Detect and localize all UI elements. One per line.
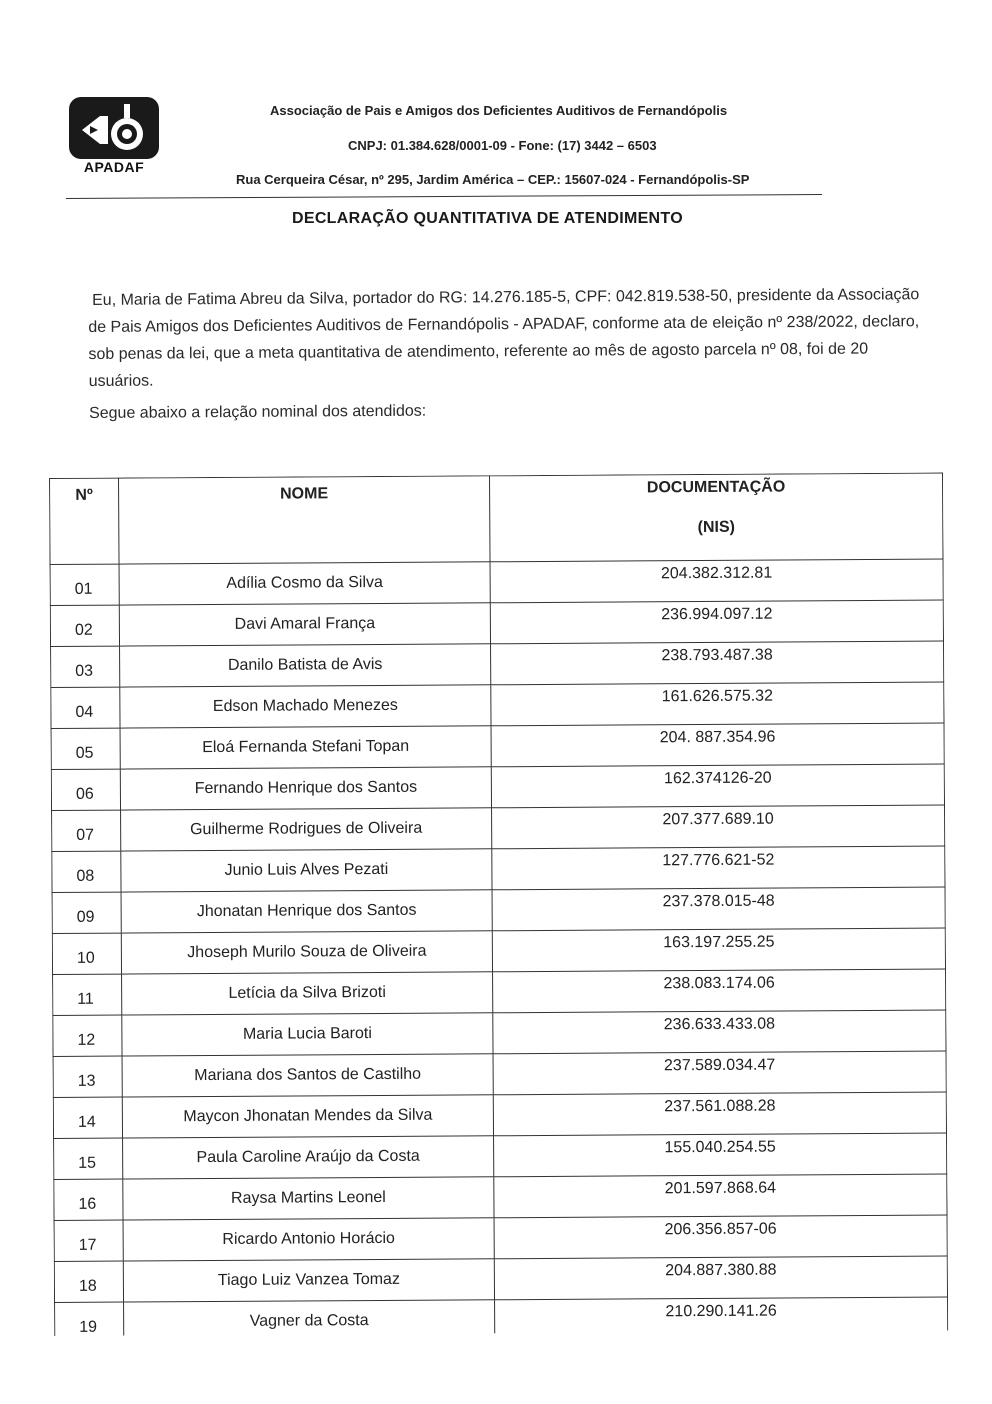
row-nis: 204.887.380.88 (494, 1256, 947, 1300)
apadaf-logo (68, 96, 160, 176)
ear-logo-icon (68, 96, 160, 160)
row-number: 04 (51, 687, 120, 728)
row-name: Letícia da Silva Brizoti (122, 972, 493, 1015)
row-name: Ricardo Antonio Horácio (123, 1218, 494, 1261)
table-row (52, 928, 945, 974)
row-number: 10 (52, 933, 121, 974)
row-nis: 206.356.857-06 (494, 1215, 947, 1259)
column-header-number: Nº (50, 478, 120, 564)
row-name: Paula Caroline Araújo da Costa (123, 1136, 494, 1179)
attendees-table (49, 473, 948, 1336)
table-row (53, 1051, 946, 1097)
table-row (54, 1133, 947, 1179)
row-number: 09 (52, 892, 121, 933)
row-name: Raysa Martins Leonel (123, 1177, 494, 1220)
column-header-documentation (489, 473, 943, 562)
organization-name: Associação de Pais e Amigos dos Deficientes Auditivos de Fernandópolis (270, 103, 728, 118)
row-nis: 163.197.255.25 (492, 928, 945, 972)
table-row (51, 723, 944, 769)
column-header-name: NOME (119, 476, 491, 564)
table-row (51, 764, 944, 810)
row-name: Junio Luis Alves Pezati (121, 849, 492, 892)
row-number: 01 (50, 564, 119, 605)
column-header-doc-sub: (NIS) (697, 518, 736, 537)
table-row (50, 559, 943, 605)
row-nis: 204. 887.354.96 (491, 723, 944, 767)
table-header-row (50, 473, 944, 564)
row-nis: 237.561.088.28 (493, 1092, 946, 1136)
row-nis: 236.994.097.12 (490, 600, 943, 644)
row-name: Davi Amaral França (119, 603, 490, 646)
row-name: Adília Cosmo da Silva (119, 562, 490, 605)
row-number: 16 (54, 1179, 123, 1220)
row-number: 06 (51, 769, 120, 810)
row-number: 17 (54, 1220, 123, 1261)
row-number: 08 (52, 851, 121, 892)
row-nis: 236.633.433.08 (493, 1010, 946, 1054)
table-row (55, 1297, 948, 1336)
declaration-paragraph: Eu, Maria de Fatima Abreu da Silva, portador do RG: 14.276.185-5, CPF: 042.819.538-50, presidente da Associação de Pais Amigos dos Deficientes Auditivos de Fernandópolis - APADAF, conforme ata de eleição nº 238/2022, declaro, sob penas da lei, que a meta quantitativa de atendimento, referente ao mês de agosto parcela nº 08, foi de 20 usuários. (88, 286, 920, 390)
table-row (53, 1092, 946, 1138)
row-nis: 127.776.621-52 (492, 846, 945, 890)
table-row (54, 1215, 947, 1261)
row-nis: 237.589.034.47 (493, 1051, 946, 1095)
row-nis: 210.290.141.26 (495, 1297, 948, 1336)
row-nis: 238.083.174.06 (493, 969, 946, 1013)
table-row (50, 600, 943, 646)
row-nis: 162.374126-20 (491, 764, 944, 808)
row-number: 05 (51, 728, 120, 769)
row-nis: 207.377.689.10 (492, 805, 945, 849)
row-nis: 161.626.575.32 (491, 682, 944, 726)
row-name: Maycon Jhonatan Mendes da Silva (122, 1095, 493, 1138)
row-nis: 238.793.487.38 (491, 641, 944, 685)
cnpj-phone-line: CNPJ: 01.384.628/0001-09 - Fone: (17) 3442 – 6503 (348, 138, 657, 153)
row-name: Guilherme Rodrigues de Oliveira (121, 808, 492, 851)
row-number: 13 (53, 1056, 122, 1097)
table-row (51, 641, 944, 687)
table-row (54, 1256, 947, 1302)
table-row (52, 887, 945, 933)
logo-text: APADAF (83, 159, 145, 175)
row-name: Danilo Batista de Avis (120, 644, 491, 687)
address-line: Rua Cerqueira César, nº 295, Jardim América – CEP.: 15607-024 - Fernandópolis-SP (236, 172, 750, 187)
row-name: Tiago Luiz Vanzea Tomaz (123, 1259, 494, 1302)
row-name: Fernando Henrique dos Santos (120, 767, 491, 810)
row-number: 11 (53, 974, 122, 1015)
row-nis: 201.597.868.64 (494, 1174, 947, 1218)
row-number: 12 (53, 1015, 122, 1056)
row-number: 03 (51, 646, 120, 687)
intro-text: Segue abaixo a relação nominal dos atendidos: (89, 402, 427, 422)
row-number: 07 (52, 810, 121, 851)
row-name: Jhoseph Murilo Souza de Oliveira (121, 931, 492, 974)
row-name: Mariana dos Santos de Castilho (122, 1054, 493, 1097)
row-nis: 155.040.254.55 (494, 1133, 947, 1177)
table-row (53, 969, 946, 1015)
row-number: 02 (50, 605, 119, 646)
row-name: Jhonatan Henrique dos Santos (121, 890, 492, 933)
row-number: 14 (53, 1097, 122, 1138)
table-row (51, 682, 944, 728)
row-name: Vagner da Costa (124, 1300, 495, 1336)
row-name: Maria Lucia Baroti (122, 1013, 493, 1056)
column-header-doc-label: DOCUMENTAÇÃO (646, 478, 786, 497)
row-nis: 204.382.312.81 (490, 559, 943, 603)
attendees-table-container (49, 473, 948, 1336)
row-name: Eloá Fernanda Stefani Topan (120, 726, 491, 769)
table-row (52, 846, 945, 892)
row-number: 18 (54, 1261, 123, 1302)
row-nis: 237.378.015-48 (492, 887, 945, 931)
row-number: 19 (55, 1302, 124, 1336)
table-row (53, 1010, 946, 1056)
row-name: Edson Machado Menezes (120, 685, 491, 728)
row-number: 15 (54, 1138, 123, 1179)
table-row (54, 1174, 947, 1220)
document-title: DECLARAÇÃO QUANTITATIVA DE ATENDIMENTO (292, 210, 683, 227)
table-row (52, 805, 945, 851)
header-divider (66, 194, 822, 199)
